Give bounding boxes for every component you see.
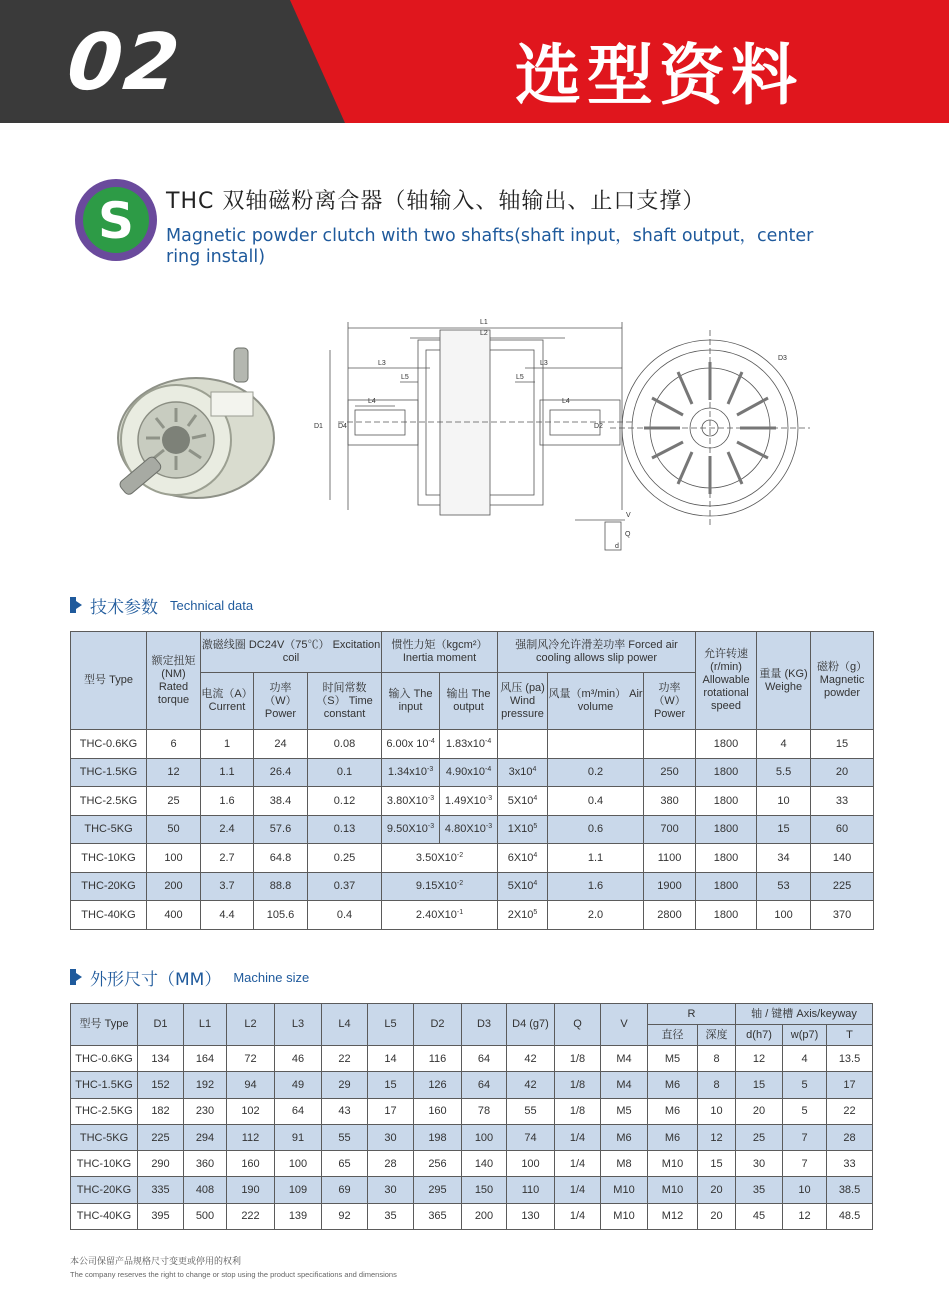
size-cell: 33 (827, 1151, 873, 1177)
svg-text:S: S (97, 192, 135, 250)
table-row (71, 1177, 873, 1203)
size-cell: 78 (462, 1098, 507, 1124)
th-size-type: 型号 Type (71, 1004, 138, 1046)
cell-power: 26.4 (254, 758, 308, 787)
tech-heading-en: Technical data (170, 597, 254, 613)
cell-torque: 25 (147, 787, 201, 816)
label-L5-right: L5 (516, 374, 524, 381)
label-L3: L3 (378, 360, 386, 367)
size-cell: 102 (227, 1098, 275, 1124)
size-cell: 5 (783, 1098, 827, 1124)
size-cell: 100 (462, 1124, 507, 1150)
cell-time-constant: 0.25 (308, 844, 382, 873)
size-cell: 190 (227, 1177, 275, 1203)
size-cell: THC-0.6KG (71, 1046, 138, 1072)
size-cell: M10 (601, 1203, 648, 1229)
cell-wind-pressure: $3x10^4$ (498, 758, 548, 787)
size-cell: 1/4 (555, 1203, 601, 1229)
table-row (71, 872, 874, 901)
size-cell: 91 (275, 1124, 322, 1150)
size-cell: 198 (414, 1124, 462, 1150)
size-cell: 7 (783, 1151, 827, 1177)
size-cell: 1/4 (555, 1151, 601, 1177)
cell-weight: 10 (757, 787, 811, 816)
cell-inertia-input: 6.00x $10^{-4}$ (382, 730, 440, 759)
cell-air-volume: 0.2 (548, 758, 644, 787)
cell-inertia-input: $3.80X10^{-3}$ (382, 787, 440, 816)
cell-type: THC-2.5KG (71, 787, 147, 816)
cell-powder: 225 (811, 872, 874, 901)
size-cell: 408 (184, 1177, 227, 1203)
size-cell: 14 (368, 1046, 414, 1072)
cell-type: THC-40KG (71, 901, 147, 930)
size-cell: 222 (227, 1203, 275, 1229)
cell-speed: 1800 (696, 872, 757, 901)
th-axis: 轴 / 键槽 Axis/keyway (736, 1004, 873, 1025)
th-powder: 磁粉（g） Magnetic powder (811, 632, 874, 730)
size-cell: 10 (783, 1177, 827, 1203)
label-D3: D3 (778, 355, 787, 362)
cell-current: 1.1 (201, 758, 254, 787)
size-cell: 28 (368, 1151, 414, 1177)
size-cell: 8 (698, 1072, 736, 1098)
cell-weight: 4 (757, 730, 811, 759)
size-cell: 139 (275, 1203, 322, 1229)
table-row (71, 730, 874, 759)
cell-air-volume: 1.1 (548, 844, 644, 873)
size-cell: 365 (414, 1203, 462, 1229)
size-cell: 25 (736, 1124, 783, 1150)
size-cell: THC-2.5KG (71, 1098, 138, 1124)
th-speed: 允许转速 (r/min) Allowable rotational speed (696, 632, 757, 730)
machine-size-table (70, 1003, 873, 1230)
size-cell: THC-1.5KG (71, 1072, 138, 1098)
table-row (71, 844, 874, 873)
cell-weight: 100 (757, 901, 811, 930)
th-wp7: w(p7) (783, 1025, 827, 1046)
size-cell: 72 (227, 1046, 275, 1072)
size-cell: M10 (648, 1151, 698, 1177)
th-weight: 重量 (KG) Weighe (757, 632, 811, 730)
size-cell: 1/4 (555, 1124, 601, 1150)
machine-size-heading (70, 965, 309, 989)
cell-inertia-output: $4.90x10^{-4}$ (440, 758, 498, 787)
size-cell: 38.5 (827, 1177, 873, 1203)
size-cell: 8 (698, 1046, 736, 1072)
size-cell: 295 (414, 1177, 462, 1203)
size-cell: 30 (368, 1124, 414, 1150)
cell-current: 3.7 (201, 872, 254, 901)
size-cell: M4 (601, 1072, 648, 1098)
cell-wind-pressure: $5X10^4$ (498, 872, 548, 901)
cell-air-volume: 1.6 (548, 872, 644, 901)
label-D2: D2 (594, 423, 603, 430)
th-input: 输入 The input (382, 673, 440, 730)
th-coil: 激磁线圈 DC24V（75℃） Excitation coil (201, 632, 382, 673)
cell-torque: 100 (147, 844, 201, 873)
cell-power: 57.6 (254, 815, 308, 844)
table-row (71, 1124, 873, 1150)
th-V: V (601, 1004, 648, 1046)
size-cell: 17 (368, 1098, 414, 1124)
cell-inertia-output: $4.80X10^{-3}$ (440, 815, 498, 844)
header-banner (0, 0, 949, 123)
size-cell: M6 (648, 1098, 698, 1124)
cell-inertia-input: $9.50X10^{-3}$ (382, 815, 440, 844)
size-cell: THC-10KG (71, 1151, 138, 1177)
th-airflow: 风量（m³/min） Air volume (548, 673, 644, 730)
size-cell: 45 (736, 1203, 783, 1229)
product-title-cn: THC 双轴磁粉离合器（轴输入、轴输出、止口支撑） (166, 189, 706, 214)
cell-torque: 200 (147, 872, 201, 901)
size-cell: 1/8 (555, 1072, 601, 1098)
cell-cooling-power (644, 730, 696, 759)
cell-current: 2.7 (201, 844, 254, 873)
cell-inertia-output: $1.49X10^{-3}$ (440, 787, 498, 816)
table-row (71, 1098, 873, 1124)
cell-powder: 140 (811, 844, 874, 873)
label-D1: D1 (314, 423, 323, 430)
size-cell: 256 (414, 1151, 462, 1177)
size-cell: M10 (648, 1177, 698, 1203)
th-cooling: 强制风冷允许滑差功率 Forced air cooling allows slip power (498, 632, 696, 673)
size-cell: 42 (507, 1072, 555, 1098)
size-cell: 225 (138, 1124, 184, 1150)
size-cell: 182 (138, 1098, 184, 1124)
cell-inertia: $9.15X10^{-2}$ (382, 872, 498, 901)
th-L3: L3 (275, 1004, 322, 1046)
th-pressure: 风压 (pa) Wind pressure (498, 673, 548, 730)
size-cell: 116 (414, 1046, 462, 1072)
cell-power: 105.6 (254, 901, 308, 930)
size-cell: 112 (227, 1124, 275, 1150)
size-cell: 35 (368, 1203, 414, 1229)
size-cell: M12 (648, 1203, 698, 1229)
size-cell: 22 (322, 1046, 368, 1072)
size-cell: 12 (783, 1203, 827, 1229)
table-row (71, 787, 874, 816)
size-cell: 100 (275, 1151, 322, 1177)
size-cell: 42 (507, 1046, 555, 1072)
cell-torque: 400 (147, 901, 201, 930)
cell-air-volume: 0.4 (548, 787, 644, 816)
cell-time-constant: 0.12 (308, 787, 382, 816)
cell-speed: 1800 (696, 815, 757, 844)
th-torque: 额定扭矩 (NM) Rated torque (147, 632, 201, 730)
label-L4-right: L4 (562, 398, 570, 405)
size-cell: 20 (698, 1203, 736, 1229)
cell-weight: 5.5 (757, 758, 811, 787)
size-cell: M5 (648, 1046, 698, 1072)
size-cell: 12 (736, 1046, 783, 1072)
size-cell: M6 (648, 1072, 698, 1098)
cell-inertia: $2.40X10^{-1}$ (382, 901, 498, 930)
size-cell: 30 (368, 1177, 414, 1203)
size-cell: 360 (184, 1151, 227, 1177)
cell-wind-pressure: $1X10^5$ (498, 815, 548, 844)
size-cell: 294 (184, 1124, 227, 1150)
size-cell: 30 (736, 1151, 783, 1177)
table-row (71, 758, 874, 787)
size-cell: 10 (698, 1098, 736, 1124)
size-cell: 395 (138, 1203, 184, 1229)
cell-speed: 1800 (696, 901, 757, 930)
size-cell: 230 (184, 1098, 227, 1124)
th-current: 电流（A） Current (201, 673, 254, 730)
cell-cooling-power: 1900 (644, 872, 696, 901)
size-cell: 13.5 (827, 1046, 873, 1072)
size-cell: M4 (601, 1046, 648, 1072)
size-cell: 4 (783, 1046, 827, 1072)
size-cell: 109 (275, 1177, 322, 1203)
cell-torque: 6 (147, 730, 201, 759)
th-D2: D2 (414, 1004, 462, 1046)
size-cell: 15 (698, 1151, 736, 1177)
cell-weight: 53 (757, 872, 811, 901)
th-L1: L1 (184, 1004, 227, 1046)
size-cell: 500 (184, 1203, 227, 1229)
cell-powder: 370 (811, 901, 874, 930)
table-row (71, 1072, 873, 1098)
size-cell: 20 (736, 1098, 783, 1124)
cell-speed: 1800 (696, 787, 757, 816)
label-L2: L2 (480, 330, 488, 337)
size-cell: THC-20KG (71, 1177, 138, 1203)
cell-cooling-power: 1100 (644, 844, 696, 873)
label-V: V (626, 512, 631, 519)
th-D3: D3 (462, 1004, 507, 1046)
size-cell: 48.5 (827, 1203, 873, 1229)
size-cell: 12 (698, 1124, 736, 1150)
dimension-drawing (300, 300, 820, 565)
size-cell: 64 (462, 1046, 507, 1072)
size-cell: 28 (827, 1124, 873, 1150)
cell-weight: 15 (757, 815, 811, 844)
cell-powder: 15 (811, 730, 874, 759)
cell-cooling-power: 2800 (644, 901, 696, 930)
section-arrow-icon (70, 969, 82, 985)
size-cell: M10 (601, 1177, 648, 1203)
th-L4: L4 (322, 1004, 368, 1046)
cell-power: 38.4 (254, 787, 308, 816)
size-cell: 7 (783, 1124, 827, 1150)
size-cell: 20 (698, 1177, 736, 1203)
label-Q: Q (625, 531, 631, 538)
size-cell: 164 (184, 1046, 227, 1072)
product-photo (96, 330, 286, 520)
th-T: T (827, 1025, 873, 1046)
table-row (71, 901, 874, 930)
size-cell: 150 (462, 1177, 507, 1203)
th-R: R (648, 1004, 736, 1025)
size-cell: 17 (827, 1072, 873, 1098)
size-cell: 15 (736, 1072, 783, 1098)
th-dh7: d(h7) (736, 1025, 783, 1046)
table-row (71, 1151, 873, 1177)
cell-cooling-power: 700 (644, 815, 696, 844)
th-timeconst: 时间常数（S） Time constant (308, 673, 382, 730)
size-cell: M8 (601, 1151, 648, 1177)
size-cell: 134 (138, 1046, 184, 1072)
product-title-en: Magnetic powder clutch with two shafts(shaft input，shaft output，center ring install) (166, 226, 814, 267)
cell-powder: 60 (811, 815, 874, 844)
th-R-diameter: 直径 (648, 1025, 698, 1046)
cell-air-volume: 0.6 (548, 815, 644, 844)
cell-time-constant: 0.37 (308, 872, 382, 901)
size-cell: 46 (275, 1046, 322, 1072)
size-cell: 130 (507, 1203, 555, 1229)
cell-type: THC-5KG (71, 815, 147, 844)
cell-type: THC-0.6KG (71, 730, 147, 759)
cell-power: 24 (254, 730, 308, 759)
size-heading-en: Machine size (233, 969, 310, 985)
label-d: d (615, 543, 619, 550)
th-D4: D4 (g7) (507, 1004, 555, 1046)
cell-time-constant: 0.13 (308, 815, 382, 844)
size-cell: 1/8 (555, 1098, 601, 1124)
table-row (71, 815, 874, 844)
size-cell: 110 (507, 1177, 555, 1203)
technical-data-table (70, 631, 874, 930)
cell-inertia: $3.50X10^{-2}$ (382, 844, 498, 873)
size-cell: 55 (322, 1124, 368, 1150)
cell-powder: 33 (811, 787, 874, 816)
size-cell: 22 (827, 1098, 873, 1124)
th-type: 型号 Type (71, 632, 147, 730)
th-Q: Q (555, 1004, 601, 1046)
size-cell: 49 (275, 1072, 322, 1098)
th-output: 输出 The output (440, 673, 498, 730)
cell-power: 88.8 (254, 872, 308, 901)
size-cell: 5 (783, 1072, 827, 1098)
size-cell: 1/8 (555, 1046, 601, 1072)
cell-wind-pressure: $2X10^5$ (498, 901, 548, 930)
cell-speed: 1800 (696, 730, 757, 759)
cell-weight: 34 (757, 844, 811, 873)
brand-logo-icon (74, 178, 158, 262)
size-cell: 64 (462, 1072, 507, 1098)
th-cooling-power: 功率（W） Power (644, 673, 696, 730)
cell-time-constant: 0.4 (308, 901, 382, 930)
cell-speed: 1800 (696, 844, 757, 873)
size-cell: 160 (414, 1098, 462, 1124)
size-cell: 55 (507, 1098, 555, 1124)
footnote-cn: 本公司保留产品规格尺寸变更或停用的权利 (70, 1257, 242, 1267)
cell-torque: 12 (147, 758, 201, 787)
cell-cooling-power: 250 (644, 758, 696, 787)
cell-torque: 50 (147, 815, 201, 844)
tech-data-heading (70, 593, 253, 617)
size-cell: THC-5KG (71, 1124, 138, 1150)
cell-current: 2.4 (201, 815, 254, 844)
cell-wind-pressure: $5X10^4$ (498, 787, 548, 816)
tech-heading-cn: 技术参数 (90, 597, 158, 618)
size-heading-cn: 外形尺寸（MM） (90, 969, 222, 990)
size-cell: 160 (227, 1151, 275, 1177)
label-L5: L5 (401, 374, 409, 381)
size-cell: 74 (507, 1124, 555, 1150)
size-cell: 43 (322, 1098, 368, 1124)
th-inertia: 惯性力矩（kgcm²） Inertia moment (382, 632, 498, 673)
size-cell: 200 (462, 1203, 507, 1229)
cell-speed: 1800 (696, 758, 757, 787)
cell-type: THC-10KG (71, 844, 147, 873)
th-R-depth: 深度 (698, 1025, 736, 1046)
cell-type: THC-1.5KG (71, 758, 147, 787)
section-number: 02 (63, 18, 186, 108)
size-cell: M5 (601, 1098, 648, 1124)
cell-cooling-power: 380 (644, 787, 696, 816)
footnote-en: The company reserves the right to change or stop using the product specifications and dimensions (70, 1270, 397, 1279)
cell-current: 1.6 (201, 787, 254, 816)
size-cell: 69 (322, 1177, 368, 1203)
cell-current: 4.4 (201, 901, 254, 930)
size-cell: 100 (507, 1151, 555, 1177)
label-L1: L1 (480, 319, 488, 326)
label-L3-right: L3 (540, 360, 548, 367)
size-cell: M6 (648, 1124, 698, 1150)
th-L2: L2 (227, 1004, 275, 1046)
size-cell: 92 (322, 1203, 368, 1229)
size-cell: 335 (138, 1177, 184, 1203)
cell-air-volume (548, 730, 644, 759)
th-power: 功率（W） Power (254, 673, 308, 730)
th-L5: L5 (368, 1004, 414, 1046)
table-row (71, 1203, 873, 1229)
cell-time-constant: 0.1 (308, 758, 382, 787)
cell-wind-pressure (498, 730, 548, 759)
cell-inertia-output: $1.83x10^{-4}$ (440, 730, 498, 759)
size-cell: 94 (227, 1072, 275, 1098)
section-arrow-icon (70, 597, 82, 613)
label-L4: L4 (368, 398, 376, 405)
cell-wind-pressure: $6X10^4$ (498, 844, 548, 873)
size-cell: 152 (138, 1072, 184, 1098)
size-cell: 290 (138, 1151, 184, 1177)
size-cell: 140 (462, 1151, 507, 1177)
cell-air-volume: 2.0 (548, 901, 644, 930)
cell-inertia-input: $1.34x10^{-3}$ (382, 758, 440, 787)
size-cell: M6 (601, 1124, 648, 1150)
section-title: 选型资料 (515, 37, 803, 114)
size-cell: THC-40KG (71, 1203, 138, 1229)
cell-type: THC-20KG (71, 872, 147, 901)
th-D1: D1 (138, 1004, 184, 1046)
size-cell: 1/4 (555, 1177, 601, 1203)
cell-current: 1 (201, 730, 254, 759)
size-cell: 192 (184, 1072, 227, 1098)
size-cell: 126 (414, 1072, 462, 1098)
table-row (71, 1046, 873, 1072)
label-D4: D4 (338, 423, 347, 430)
size-cell: 15 (368, 1072, 414, 1098)
cell-power: 64.8 (254, 844, 308, 873)
size-cell: 35 (736, 1177, 783, 1203)
size-cell: 64 (275, 1098, 322, 1124)
cell-time-constant: 0.08 (308, 730, 382, 759)
cell-powder: 20 (811, 758, 874, 787)
size-cell: 65 (322, 1151, 368, 1177)
size-cell: 29 (322, 1072, 368, 1098)
